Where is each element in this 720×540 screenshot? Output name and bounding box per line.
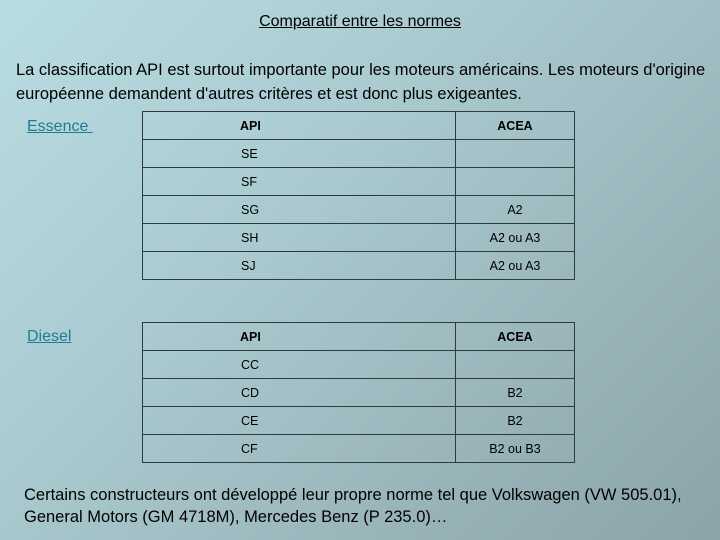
api-header: API	[143, 323, 456, 351]
acea-cell: A2 ou A3	[456, 224, 575, 252]
essence-table	[142, 111, 575, 280]
api-cell: SJ	[143, 252, 456, 280]
diesel-label[interactable]: Diesel	[27, 328, 72, 345]
acea-cell	[456, 140, 575, 168]
table-row	[143, 168, 575, 196]
api-cell: CE	[143, 407, 456, 435]
acea-cell: A2 ou A3	[456, 252, 575, 280]
api-cell: CD	[143, 379, 456, 407]
api-cell: SH	[143, 224, 456, 252]
outro-paragraph: Certains constructeurs ont développé leur propre norme tel que Volkswagen (VW 505.01), General Motors (GM 4718M), Mercedes Benz (P 235.0)…	[24, 486, 682, 526]
table-row	[143, 351, 575, 379]
api-cell: CC	[143, 351, 456, 379]
api-header: API	[143, 112, 456, 140]
acea-cell	[456, 351, 575, 379]
table-header-row	[143, 112, 575, 140]
page-title: Comparatif entre les normes	[259, 13, 461, 30]
table-row	[143, 435, 575, 463]
intro-paragraph: La classification API est surtout importante pour les moteurs américains. Les moteurs d'origine européenne demandent d'autres critères et est donc plus exigeantes.	[16, 61, 706, 103]
acea-header: ACEA	[456, 112, 575, 140]
table-row	[143, 224, 575, 252]
diesel-table	[142, 322, 575, 463]
acea-cell: B2	[456, 379, 575, 407]
api-cell: SF	[143, 168, 456, 196]
acea-cell: B2 ou B3	[456, 435, 575, 463]
acea-cell: B2	[456, 407, 575, 435]
acea-header: ACEA	[456, 323, 575, 351]
api-cell: CF	[143, 435, 456, 463]
table-row	[143, 196, 575, 224]
acea-cell: A2	[456, 196, 575, 224]
table-row	[143, 140, 575, 168]
table-row	[143, 379, 575, 407]
acea-cell	[456, 168, 575, 196]
table-row	[143, 407, 575, 435]
table-header-row	[143, 323, 575, 351]
table-row	[143, 252, 575, 280]
api-cell: SG	[143, 196, 456, 224]
api-cell: SE	[143, 140, 456, 168]
essence-label[interactable]: Essence	[27, 118, 93, 135]
